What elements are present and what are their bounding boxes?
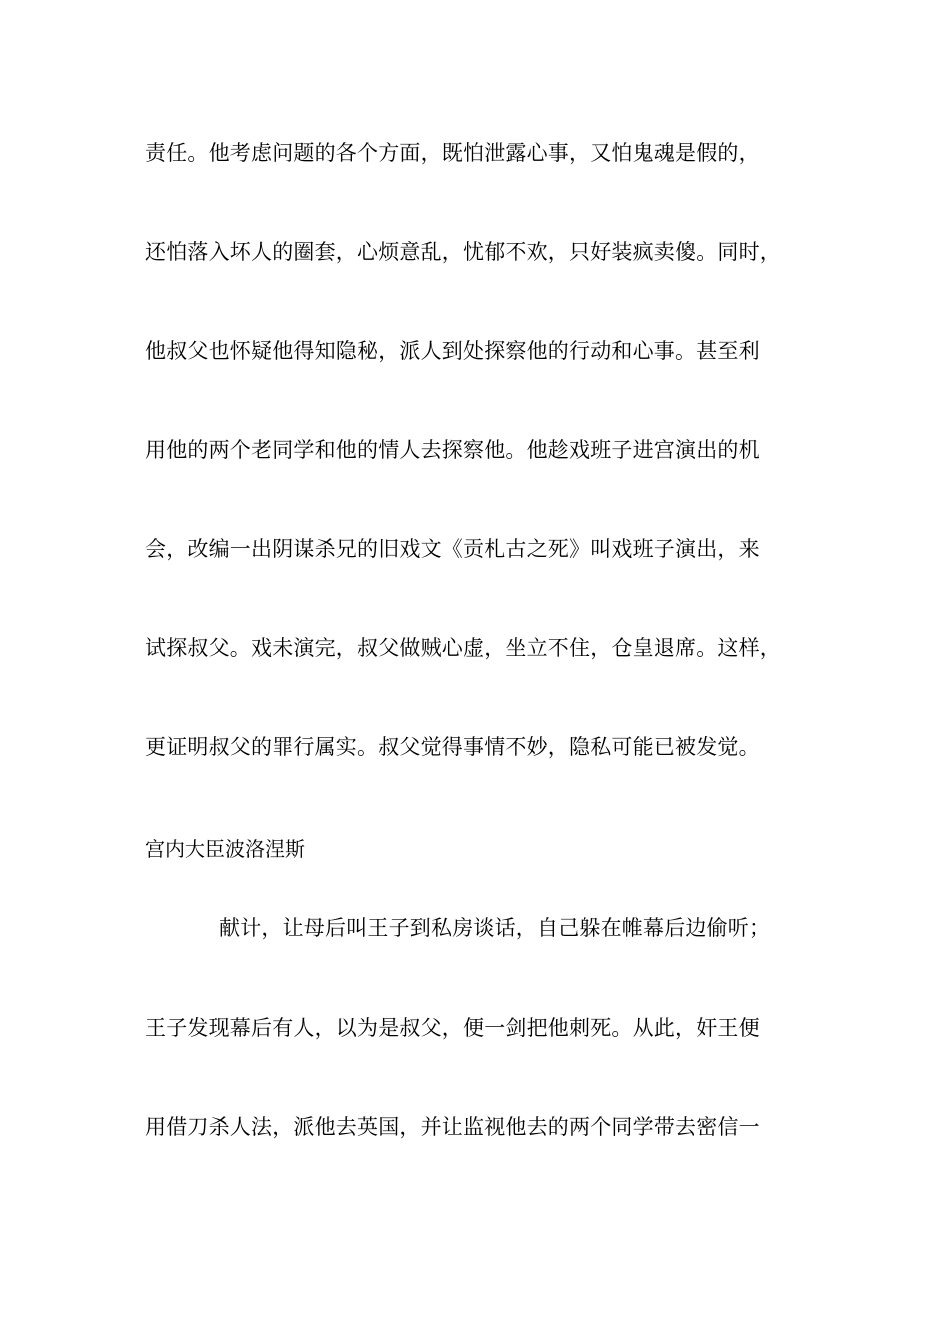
paragraph-line: 用他的两个老同学和他的情人去探察他。他趁戏班子进宫演出的机: [145, 438, 760, 462]
paragraph-line: 献计，让母后叫王子到私房谈话，自己躲在帷幕后边偷听；: [219, 916, 771, 940]
paragraph-line: 还怕落入坏人的圈套，心烦意乱，忧郁不欢，只好装疯卖傻。同时，: [145, 240, 781, 264]
paragraph-line: 会，改编一出阴谋杀兄的旧戏文《贡札古之死》叫戏班子演出，来: [145, 537, 760, 561]
section-heading: 宫内大臣波洛涅斯: [145, 837, 305, 861]
paragraph-line: 用借刀杀人法，派他去英国，并让监视他去的两个同学带去密信一: [145, 1115, 760, 1139]
paragraph-line: 责任。他考虑问题的各个方面，既怕泄露心事，又怕鬼魂是假的，: [145, 141, 760, 165]
paragraph-line: 试探叔父。戏未演完，叔父做贼心虚，坐立不住，仓皇退席。这样，: [145, 636, 781, 660]
paragraph-line: 王子发现幕后有人，以为是叔父，便一剑把他刺死。从此，奸王便: [145, 1016, 760, 1040]
paragraph-line: 更证明叔父的罪行属实。叔父觉得事情不妙，隐私可能已被发觉。: [145, 735, 760, 759]
paragraph-line: 他叔父也怀疑他得知隐秘，派人到处探察他的行动和心事。甚至利: [145, 339, 760, 363]
